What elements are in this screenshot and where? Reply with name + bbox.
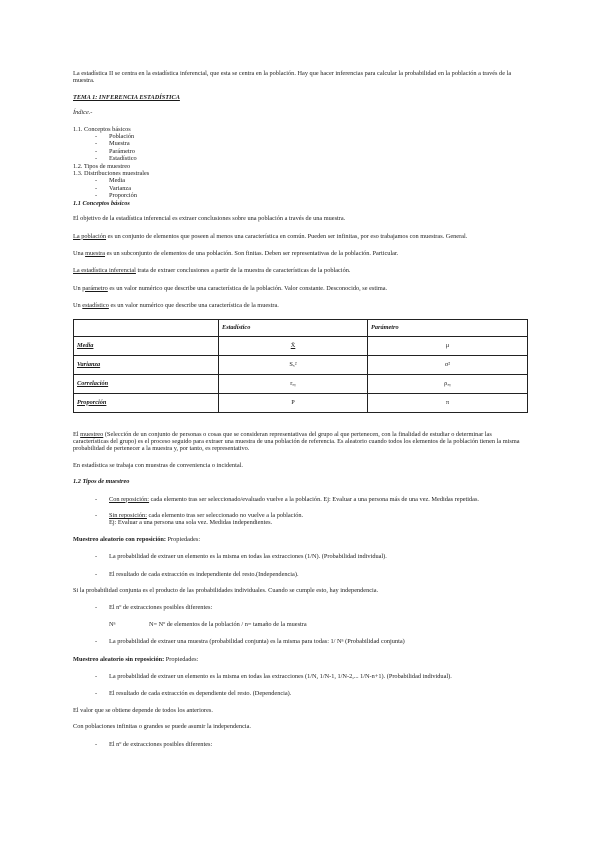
con-reposicion-item: - Con reposición: cada elemento tras ser seleccionado/evaluado vuelve a la población. Ej: Evaluar a una persona más de una vez. Medidas repetidas. [95,495,479,503]
symbols-table [73,319,528,413]
valor-paragraph: El valor que se obtiene depende de todos los anteriores. [73,706,213,714]
term-parametro: parámetro [82,284,108,292]
extracciones-bullet-3: - El nº de extracciones posibles diferentes: [95,740,213,748]
toc-item: - Varianza [95,184,132,192]
table-header-estadistico: Estadístico [219,319,368,336]
term-inferencial: La estadística inferencial [73,267,136,275]
table-row [74,374,528,393]
extracciones-bullet-1: - El nº de extracciones posibles diferentes: [95,604,213,612]
row-name: Correlación [74,374,219,393]
mac-bullet-1: - La probabilidad de extraer un elemento es la misma en todas las extracciones (1/N). (Probabilidad individual). [95,553,387,561]
row-stat: X̄ [219,336,368,355]
row-name: Media [74,336,219,355]
indice-label: Índice.- [73,109,93,117]
toc-item: - Media [95,177,126,185]
row-param: π [368,393,528,412]
estadistico-paragraph: Un estadístico es un valor numérico que describe una característica de la muestra. [73,302,279,310]
mas-heading: Muestreo aleatorio sin reposición: Propiedades: [73,655,199,663]
objetivo-paragraph: El objetivo de la estadística inferencial es extraer conclusiones sobre una población a través de una muestra. [73,215,346,223]
extracciones-bullet-2: - La probabilidad de extraer una muestra (probabilidad conjunta) es la misma para todas: 1/ Nⁿ (Probabilidad conjunta) [95,638,405,646]
infinitas-paragraph: Con poblaciones infinitas o grandes se puede asumir la independencia. [73,723,252,731]
table-row [74,393,528,412]
row-stat: P [219,393,368,412]
table-header-parametro: Parámetro [368,319,528,336]
document-page [73,70,528,748]
row-stat: rₓᵧ [219,374,368,393]
row-stat: Sₓ² [219,355,368,374]
term-muestreo: muestreo [80,430,104,438]
muestreo-paragraph: El muestreo (Selección de un conjunto de personas o cosas que se consideran representativas del grupo al que pertenecen, con la finalidad de estudiar o determinar las características del grupo) es el proceso seguido para extraer una muestra de una población de referencia. Es aleatorio cuando todos los elementos de la población tienen la misma probabilidad de pertenecer a la muestra y, por tanto, es representativo. [73,430,520,453]
toc-item: - Muestra [95,140,130,148]
toc-s12: 1.2. Tipos de muestreo [73,162,131,170]
muestra-paragraph: Una muestra es un subconjunto de elementos de una población. Son finitas. Deben ser representativas de la población. Particular. [73,249,399,257]
conveniencia-paragraph: En estadística se trabaja con muestras de conveniencia o incidental. [73,461,243,469]
table-row [74,355,528,374]
poblacion-paragraph: La población es un conjunto de elementos que poseen al menos una característica en común. Pueden ser infinitas, por eso trabajamos con muestras. General. [73,232,468,240]
section-1-1-title: 1.1 Conceptos básicos [73,199,130,207]
toc-item: - Proporción [95,192,137,200]
row-name: Proporción [74,393,219,412]
section-1-2-title: 1.2 Tipos de muestreo [73,478,130,486]
mac-heading: Muestreo aleatorio con reposición: Propiedades: [73,535,201,543]
row-name: Varianza [74,355,219,374]
table-of-contents [73,126,528,200]
toc-item: - Parámetro [95,147,135,155]
table-header-empty [74,319,219,336]
row-param: ρₓᵧ [368,374,528,393]
sin-reposicion-item: - Sin reposición: cada elemento tras ser seleccionado no vuelve a la población. [95,511,304,519]
toc-s11: 1.1. Conceptos básicos [73,125,131,133]
toc-item: - Estadístico [95,155,137,163]
mas-bullet-1: - La probabilidad de extraer un elemento es la misma en todas las extracciones (1/N, 1/N-1, 1/N-2,... 1/N-n+1). (Probabilidad individual). [95,673,452,681]
table-row [74,336,528,355]
row-param: σ² [368,355,528,374]
table-header-row [74,319,528,336]
intro-paragraph: La estadística II se centra en la estadística inferencial, que esta se centra en la población. Hay que hacer inferencias para calcular la probabilidad en la población a través de la muestra. [73,70,512,85]
mac-bullet-2: - El resultado de cada extracción es independiente del resto.(Independencia). [95,570,299,578]
tema-title: TEMA 1: INFERENCIA ESTADÍSTICA [73,93,180,101]
term-poblacion: La población [73,232,107,240]
inferencial-paragraph: La estadística inferencial trata de extraer conclusiones a partir de la muestra de características de la población. [73,267,351,275]
term-estadistico: estadístico [82,302,109,310]
term-muestra: muestra [85,249,106,257]
toc-s13: 1.3. Distribuciones muestrales [73,170,150,178]
nn-formula: Nⁿ N= Nº de elementos de la población / n= tamaño de la muestra [109,620,307,628]
conjunta-paragraph: Si la probabilidad conjunta es el producto de las probabilidades individuales. Cuando se cumple esto, hay independencia. [73,587,379,594]
toc-item: - Población [95,133,135,141]
mas-bullet-2: - El resultado de cada extracción es dependiente del resto. (Dependencia). [95,690,292,698]
row-param: μ [368,336,528,355]
parametro-paragraph: Un parámetro es un valor numérico que describe una característica de la población. Valor constante. Desconocido, se estima. [73,284,388,292]
sin-reposicion-example: Ej: Evaluar a una persona una sola vez. Medidas independientes. [109,519,273,527]
